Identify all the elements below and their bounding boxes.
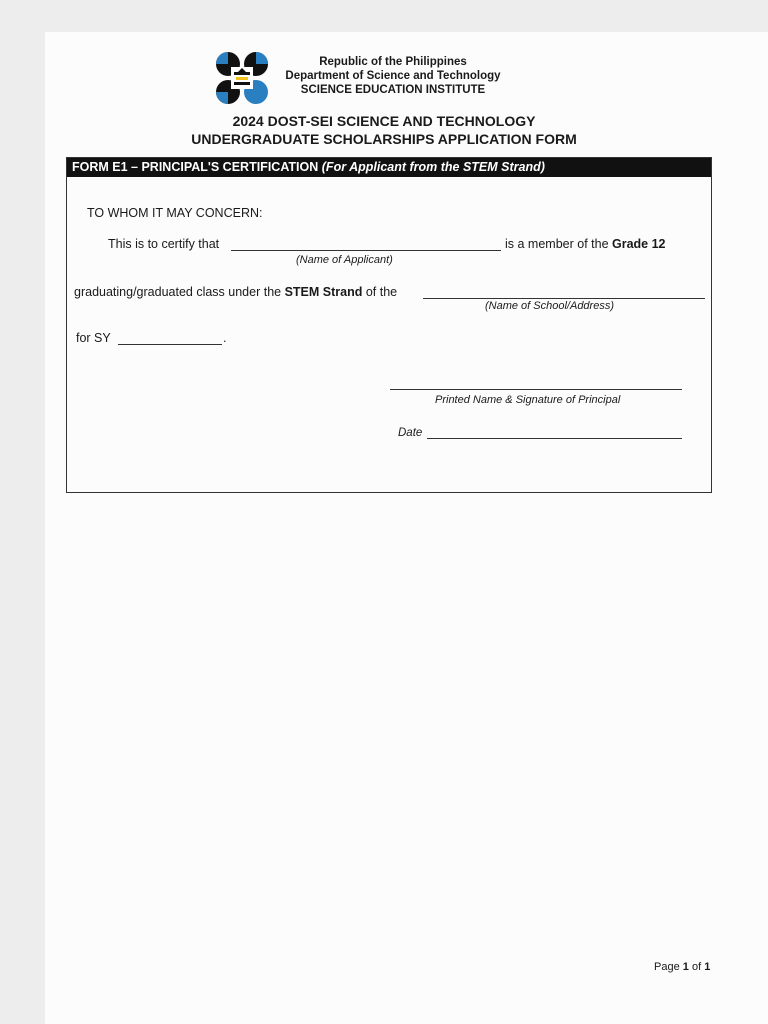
form-section-header: [67, 158, 711, 177]
page-number: [654, 961, 710, 973]
school-caption: (Name of School/Address): [485, 300, 614, 312]
strand-label: STEM Strand: [284, 285, 363, 299]
applicant-caption: (Name of Applicant): [296, 254, 393, 266]
certify-suffix-row: [505, 237, 666, 251]
agency-line-1: Republic of the Philippines: [319, 56, 467, 68]
agency-line-2: Department of Science and Technology: [285, 70, 501, 82]
certify-suffix: is a member of the: [505, 237, 609, 251]
principal-caption: Printed Name & Signature of Principal: [435, 394, 621, 406]
agency-line-3: SCIENCE EDUCATION INSTITUTE: [300, 84, 486, 96]
page-current: 1: [682, 961, 689, 973]
principal-signature-field[interactable]: [390, 389, 682, 390]
sy-prefix: for SY: [76, 331, 111, 345]
date-field[interactable]: [427, 438, 682, 439]
form-header-main: FORM E1 – PRINCIPAL'S CERTIFICATION: [72, 160, 319, 174]
salutation: TO WHOM IT MAY CONCERN:: [87, 206, 263, 220]
form-header-subtitle: (For Applicant from the STEM Strand): [321, 160, 545, 174]
dost-logo: [214, 50, 270, 106]
class-row: [74, 285, 397, 299]
page-of: of: [691, 961, 702, 973]
applicant-name-field[interactable]: [231, 250, 501, 251]
class-suffix: of the: [365, 285, 398, 299]
school-name-field[interactable]: [423, 298, 705, 299]
grade-label: Grade 12: [612, 237, 666, 251]
form-title-line-1: 2024 DOST-SEI SCIENCE AND TECHNOLOGY: [232, 113, 536, 129]
sy-suffix: .: [223, 331, 227, 345]
page-total: 1: [704, 961, 711, 973]
certify-prefix: This is to certify that: [108, 237, 220, 251]
date-label: Date: [398, 427, 423, 439]
school-year-field[interactable]: [118, 344, 222, 345]
page-prefix: Page: [654, 961, 680, 973]
form-title-line-2: UNDERGRADUATE SCHOLARSHIPS APPLICATION FORM: [191, 131, 577, 147]
agency-heading: [270, 55, 516, 97]
class-prefix: graduating/graduated class under the: [74, 285, 282, 299]
